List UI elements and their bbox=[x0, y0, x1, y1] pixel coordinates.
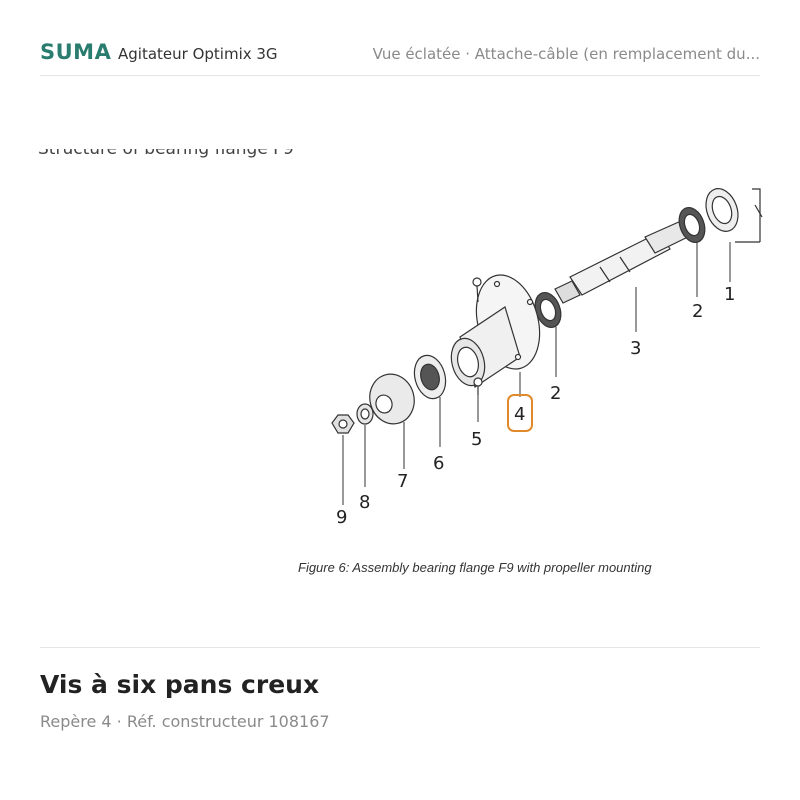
callout-6[interactable]: 6 bbox=[433, 453, 445, 474]
view-description: Vue éclatée · Attache-câble (en remplacement du... bbox=[372, 45, 760, 63]
callout-8[interactable]: 8 bbox=[359, 492, 371, 513]
leader-lines bbox=[343, 242, 730, 505]
callout-2-left[interactable]: 2 bbox=[550, 383, 562, 404]
part-title: Vis à six pans creux bbox=[40, 670, 320, 699]
bearing-flange-part bbox=[446, 268, 549, 389]
callout-3[interactable]: 3 bbox=[630, 338, 642, 359]
header bbox=[40, 36, 760, 76]
callout-1[interactable]: 1 bbox=[724, 284, 736, 305]
exploded-view-drawing bbox=[0, 77, 800, 647]
figure-caption: Figure 6: Assembly bearing flange F9 with propeller mounting bbox=[298, 560, 652, 575]
brand-logo[interactable]: SUMA bbox=[40, 40, 112, 64]
callout-5[interactable]: 5 bbox=[471, 429, 483, 450]
nut-part bbox=[332, 415, 354, 433]
exploded-view-diagram bbox=[0, 77, 800, 647]
callout-7[interactable]: 7 bbox=[397, 471, 409, 492]
bearing-6-part bbox=[410, 352, 450, 402]
washer-part bbox=[357, 404, 373, 424]
callout-4[interactable]: 4 bbox=[514, 404, 526, 425]
bearing-ring-part bbox=[675, 184, 762, 246]
hub-part bbox=[364, 369, 419, 429]
divider bbox=[40, 647, 760, 648]
callout-2-right[interactable]: 2 bbox=[692, 301, 704, 322]
part-meta: Repère 4 · Réf. constructeur 108167 bbox=[40, 712, 330, 731]
shaft-part bbox=[555, 217, 698, 303]
product-name: Agitateur Optimix 3G bbox=[118, 45, 278, 63]
callout-9[interactable]: 9 bbox=[336, 507, 348, 528]
